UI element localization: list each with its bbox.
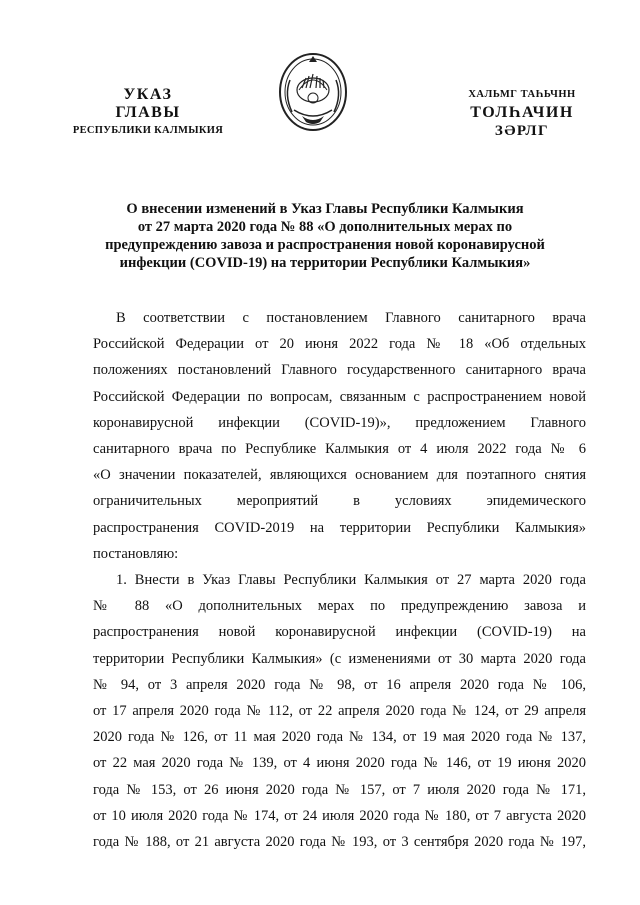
body-line: Российской Федерации по вопросам, связанным с распространением новой <box>93 388 586 405</box>
document-title <box>90 200 560 272</box>
title-line: предупреждению завоза и распространения новой коронавирусной <box>105 237 545 253</box>
title-line: от 27 марта 2020 года № 88 «О дополнительных мерах по <box>137 219 513 235</box>
body-line: года № 153, от 26 июня 2020 года № 157, от 7 июля 2020 года № 171, <box>93 781 586 798</box>
body-line: положениях постановлений Главного государственного санитарного врача <box>93 362 586 379</box>
header-right-line: ЗӘРЛГ <box>494 123 550 139</box>
body-line: В соответствии с постановлением Главного санитарного врача <box>116 310 586 326</box>
header-right-kalmyk <box>412 86 632 140</box>
header-left-line: РЕСПУБЛИКИ КАЛМЫКИЯ <box>72 125 224 136</box>
body-line: ограничительных мероприятий в условиях эпидемического <box>93 493 586 510</box>
body-line: территории Республики Калмыкия» (с изменениями от 30 марта 2020 года <box>93 650 586 667</box>
header-right-line: ТОЛҺАЧИН <box>470 104 574 121</box>
body-line: коронавирусной инфекции (COVID-19)», предложением Главного <box>93 414 586 431</box>
body-line: от 10 июля 2020 года № 174, от 24 июля 2020 года № 180, от 7 августа 2020 <box>93 807 586 824</box>
header-left-russian <box>28 86 268 140</box>
header-left-line: УКАЗ <box>123 86 173 103</box>
body-line: 1. Внести в Указ Главы Республики Калмыкия от 27 марта 2020 года <box>116 572 586 589</box>
body-line: от 22 мая 2020 года № 139, от 4 июня 2020 года № 146, от 19 июня 2020 <box>93 755 586 772</box>
body-line: «О значении показателей, являющихся основанием для поэтапного снятия <box>93 467 586 484</box>
coat-of-arms-emblem-icon <box>276 50 350 134</box>
body-line: № 88 «О дополнительных мерах по предупреждению завоза и <box>93 598 586 615</box>
body-line: 2020 года № 126, от 11 мая 2020 года № 134, от 19 мая 2020 года № 137, <box>93 729 586 746</box>
title-line: О внесении изменений в Указ Главы Республики Калмыкия <box>126 201 524 217</box>
header-left-line: ГЛАВЫ <box>115 104 181 121</box>
body-line: санитарного врача по Республике Калмыкия от 4 июля 2022 года № 6 <box>93 441 586 458</box>
body-line: распространения COVID-2019 на территории Республики Калмыкия» <box>93 519 586 536</box>
title-line: инфекции (COVID-19) на территории Республики Калмыкия» <box>119 255 531 271</box>
body-line: № 94, от 3 апреля 2020 года № 98, от 16 апреля 2020 года № 106, <box>93 676 586 693</box>
body-line: Российской Федерации от 20 июня 2022 года № 18 «Об отдельных <box>93 336 586 353</box>
body-line: от 17 апреля 2020 года № 112, от 22 апреля 2020 года № 124, от 29 апреля <box>93 703 586 720</box>
body-line: года № 188, от 21 августа 2020 года № 193, от 3 сентября 2020 года № 197, <box>93 834 586 851</box>
document-body <box>93 305 586 855</box>
header-right-line: ХАЛЬМГ ТАҺЬЧНН <box>468 89 576 100</box>
body-line: постановляю: <box>93 545 179 562</box>
body-line: распространения новой коронавирусной инфекции (COVID-19) на <box>93 624 586 641</box>
